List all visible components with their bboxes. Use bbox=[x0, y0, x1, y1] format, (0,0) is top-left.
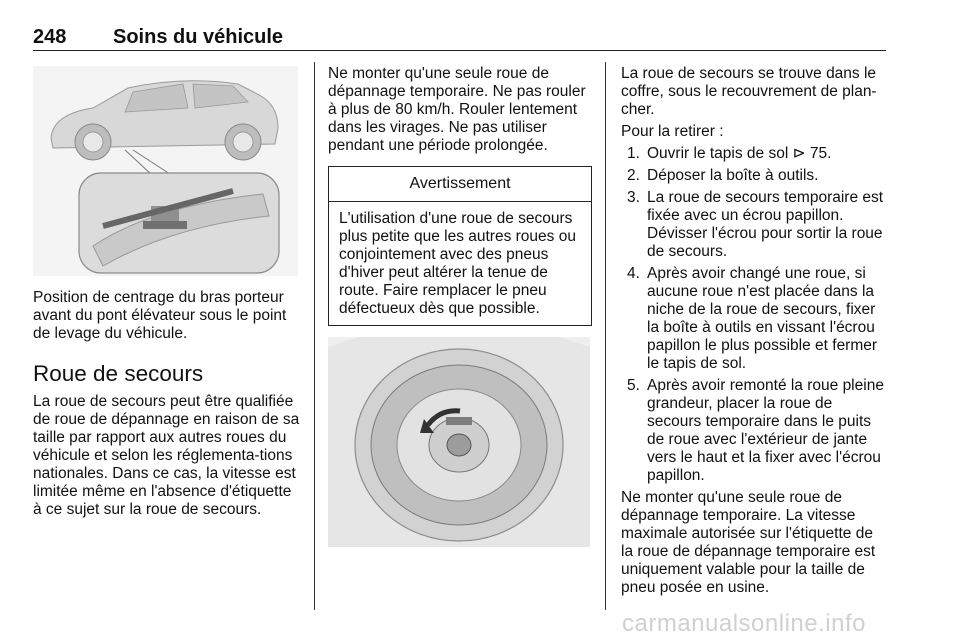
header-rule bbox=[33, 50, 886, 51]
warning-box bbox=[328, 166, 592, 326]
closing-paragraph: Ne monter qu'une seule roue de dépannage temporaire. La vitesse maximale autorisée sur l'étiquette de la roue de dépannage temporaire est uniquement valable pour la taille de pneu posée en usine. bbox=[621, 489, 876, 596]
column-3-text bbox=[621, 65, 887, 597]
warning-text: L'utilisation d'une roue de secours plus petite que les autres roues ou conjointement avec des pneus d'hiver peut altérer la tenue de route. Faire remplacer le pneu défectueux dès que possible. bbox=[339, 210, 576, 317]
column-divider-1 bbox=[314, 62, 315, 610]
lift-point-figure bbox=[33, 66, 298, 276]
figure-caption: Position de centrage du bras porteur avant du pont élévateur sous le point de levage du véhicule. bbox=[33, 289, 287, 342]
car-lift-illustration bbox=[33, 66, 298, 276]
warning-title: Avertissement bbox=[329, 167, 591, 202]
list-item: 2. Déposer la boîte à outils. bbox=[627, 167, 819, 184]
list-item: 5. Après avoir remonté la roue pleine grandeur, placer la roue de secours temporaire dans le puits de roue avec l'extérieur de jante vers le haut et la fixer avec l'écrou papillon. bbox=[627, 377, 884, 484]
section-paragraph: La roue de secours peut être qualifiée de roue de dépannage en raison de sa taille par rapport aux autres roues du véhicule et selon les réglementa-tions nationales. Dans ce cas, la vitesse est limitée même en l'absence d'étiquette à ce sujet sur la roue de secours. bbox=[33, 393, 300, 518]
list-intro: Pour la retirer : bbox=[621, 123, 724, 140]
list-item: 1. Ouvrir le tapis de sol ⊳ 75. bbox=[627, 145, 832, 162]
column-1-text bbox=[33, 289, 303, 519]
page-number: 248 bbox=[33, 26, 67, 48]
location-paragraph: La roue de secours se trouve dans le coffre, sous le recouvrement de plan-cher. bbox=[621, 65, 877, 118]
page-header bbox=[33, 26, 886, 50]
spare-wheel-figure bbox=[328, 337, 590, 547]
spare-wheel-illustration bbox=[328, 337, 590, 547]
column-2-intro bbox=[328, 65, 596, 155]
list-item: 3. La roue de secours temporaire est fixée avec un écrou papillon. Dévisser l'écrou pour sortir la roue de secours. bbox=[627, 189, 884, 260]
chapter-title: Soins du véhicule bbox=[113, 26, 284, 48]
list-item: 4. Après avoir changé une roue, si aucune roue n'est placée dans la niche de la roue de secours, fixer la boîte à outils en vissant l'écrou papillon le plus possible et fermer le tapis de sol. bbox=[627, 265, 878, 372]
removal-steps bbox=[621, 145, 887, 485]
section-heading: Roue de secours bbox=[33, 361, 204, 386]
watermark: carmanualsonline.info bbox=[622, 610, 866, 637]
column-divider-2 bbox=[605, 62, 606, 610]
speed-limit-paragraph: Ne monter qu'une seule roue de dépannage temporaire. Ne pas rouler à plus de 80 km/h. Rouler lentement dans les virages. Ne pas utiliser pendant une période prolongée. bbox=[328, 65, 586, 154]
